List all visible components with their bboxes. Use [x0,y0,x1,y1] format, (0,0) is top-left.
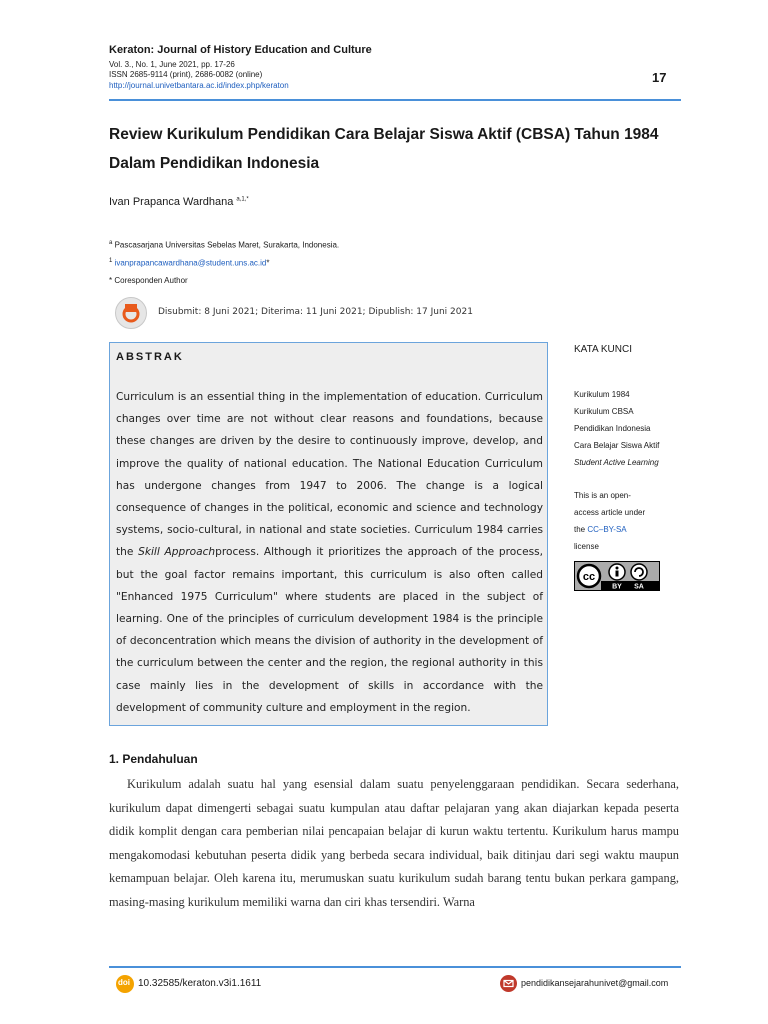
badge-by-label: BY [612,583,622,590]
doi-link[interactable]: 10.32585/keraton.v3i1.1611 [138,978,262,989]
author-email-link[interactable]: ivanprapancawardhana@student.uns.ac.id [114,258,267,268]
paper-title: Review Kurikulum Pendidikan Cara Belajar Siswa Aktif (CBSA) Tahun 1984 Dalam Pendidikan Indonesia [109,126,659,172]
abstract-text-part2: process. Although it prioritizes the approach of the process, but the goal factor remains important, this curriculum is also often called "Enhanced 1975 Curriculum" where students are placed in the subject of learning. One of the principles of curriculum development 1984 is the principle of deconcentration which means the division of authority in the development of the curriculum between the center and the region, the regional authority in this case mainly lies in the development of skills in accordance with the development of community culture and employment in the region. [116,546,543,714]
section-heading: 1. Pendahuluan [109,752,198,766]
cc-by-sa-badge[interactable] [574,561,660,591]
footer-divider [109,966,681,968]
author-name: Ivan Prapanca Wardhana [109,196,234,208]
keyword-item: Cara Belajar Siswa Aktif [574,441,660,450]
page-number: 17 [652,70,667,85]
keywords-heading: KATA KUNCI [574,344,632,355]
license-note-line1: This is an open- [574,491,631,500]
header-divider [109,99,681,101]
affiliation [109,240,339,250]
keyword-item: Pendidikan Indonesia [574,424,651,433]
svg-text:cc: cc [582,571,596,583]
author-marks: a,1,* [236,196,249,203]
affiliation-text: Pascasarjana Universitas Sebelas Maret, Surakarta, Indonesia. [114,240,340,250]
license-prefix: the [574,525,588,534]
doi-icon [116,975,134,993]
license-note-line2: access article under [574,508,646,517]
author [109,196,249,208]
abstract-emphasis: Skill Approach [138,546,216,559]
license-note-line3 [574,525,627,534]
volume-line: Vol. 3., No. 1, June 2021, pp. 17-26 [109,60,235,69]
keyword-item: Kurikulum CBSA [574,407,634,416]
abstract-text [116,386,543,719]
abstract-text-part1: Curriculum is an essential thing in the implementation of education. Curriculum changes over time are not without clear reasons and foundations, because these changes are driven by the desire to continuously improve, develop, and improve the quality of national education. The National Education Curriculum has undergone changes from 1947 to 2006. The change is a logical consequence of changes in the political, economic and science and technology systems, socio-cultural, in national and state societies. Curriculum 1984 carries the [116,391,543,559]
journal-url-link[interactable]: http://journal.univetbantara.ac.id/index.php/keraton [109,81,289,90]
issn-line: ISSN 2685-9114 (print), 2686-0082 (online) [109,70,263,79]
license-note-line4: license [574,542,599,551]
keyword-item: Student Active Learning [574,458,659,467]
doi-icon-label: doi [118,978,130,987]
cc-license-icon [575,562,659,590]
email-icon [500,975,517,992]
bookmark-icon [122,303,140,323]
affiliation-mark: a [109,240,113,246]
abstract-heading: ABSTRAK [116,351,184,363]
open-access-icon [115,297,147,329]
badge-sa-label: SA [634,583,644,590]
keyword-item: Kurikulum 1984 [574,390,630,399]
contact-email-link[interactable]: pendidikansejarahunivet@gmail.com [521,978,669,988]
submission-dates: Disubmit: 8 Juni 2021; Diterima: 11 Juni 2021; Dipublish: 17 Juni 2021 [158,307,473,317]
license-link[interactable]: CC–BY-SA [587,525,627,534]
journal-title: Keraton: Journal of History Education and Culture [109,44,372,56]
author-email [109,258,269,268]
corresponding-note: * Coresponden Author [109,276,188,285]
email-suffix: * [266,258,270,268]
email-mark: 1 [109,258,113,264]
intro-paragraph: Kurikulum adalah suatu hal yang esensial dalam suatu penyelenggaraan pendidikan. Secara sederhana, kurikulum dapat dimengerti sebagai suatu kumpulan atau daftar pelajaran yang akan diajarkan kepada peserta didik komplit dengan cara pemberian nilai pencapaian belajar di kurun waktu tertentu. Kurikulum harus mampu mengakomodasi kebutuhan peserta didik yang berbeda secara individual, baik ditinjau dari segi waktu maupun kemampuan belajar. Oleh karena itu, merumuskan suatu kurikulum sudah barang tentu bukan perkara gampang, masing-masing kurikulum memiliki warna dan ciri khas tersendiri. Warna [109,777,679,909]
